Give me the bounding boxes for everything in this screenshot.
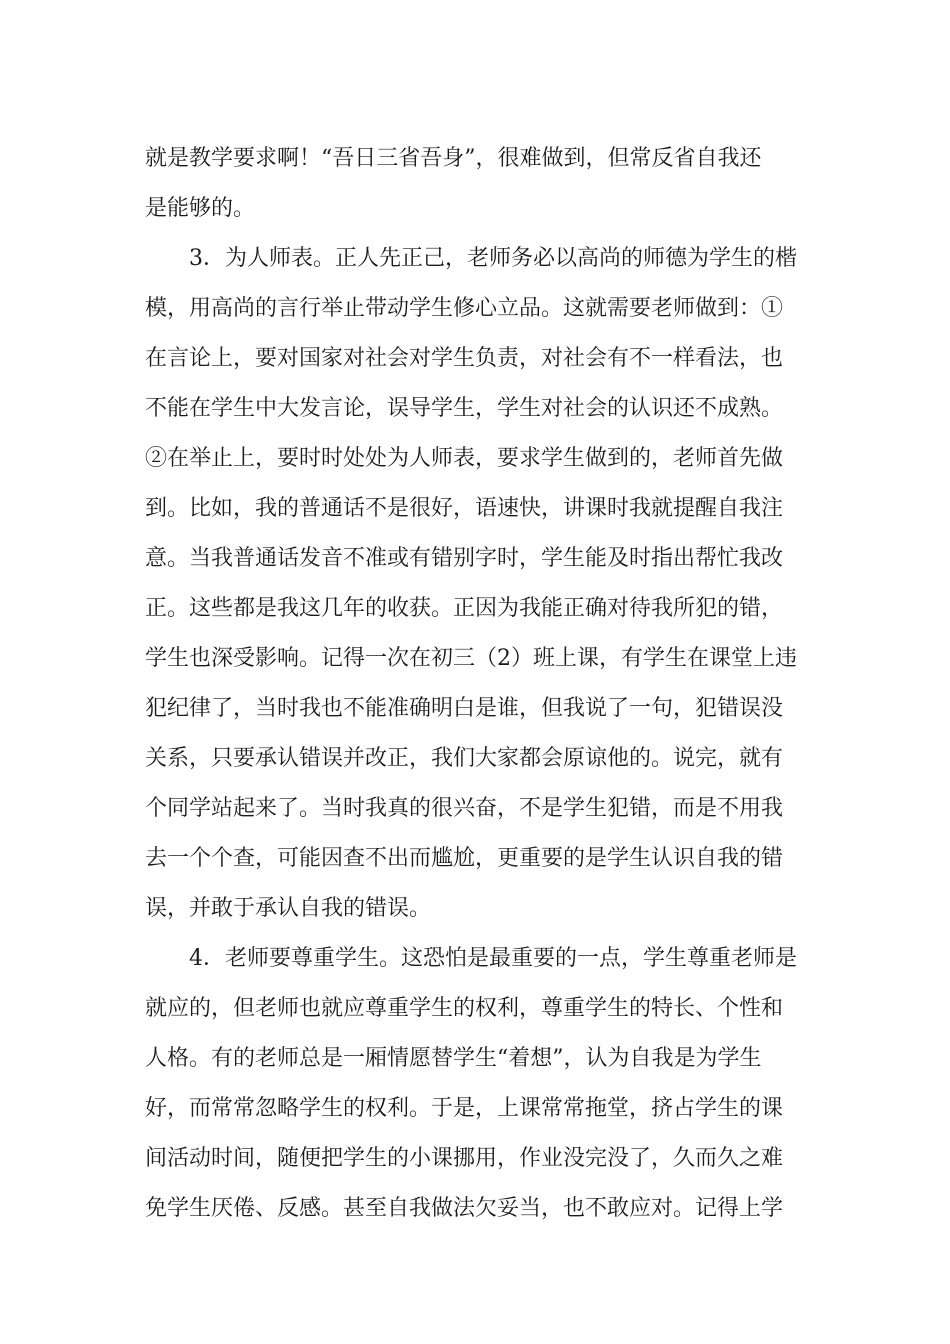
text-line: 3．为人师表。正人先正己，老师务必以高尚的师德为学生的楷 bbox=[189, 246, 797, 271]
text-line: 就应的，但老师也就应尊重学生的权利，尊重学生的特长、个性和 bbox=[145, 996, 784, 1021]
text-line: 免学生厌倦、反感。甚至自我做法欠妥当，也不敢应对。记得上学 bbox=[145, 1196, 784, 1221]
text-line: 个同学站起来了。当时我真的很兴奋，不是学生犯错，而是不用我 bbox=[145, 796, 784, 821]
text-line: 误，并敢于承认自我的错误。 bbox=[145, 896, 432, 921]
text-line: 学生也深受影响。记得一次在初三（2）班上课，有学生在课堂上违 bbox=[145, 646, 797, 671]
paragraph-2 bbox=[145, 234, 815, 934]
text-line: 4．老师要尊重学生。这恐怕是最重要的一点，学生尊重老师是 bbox=[189, 946, 797, 971]
paragraph-1 bbox=[145, 134, 815, 234]
paragraph-3 bbox=[145, 934, 815, 1234]
text-line: 关系，只要承认错误并改正，我们大家都会原谅他的。说完，就有 bbox=[145, 746, 784, 771]
text-line: 犯纪律了，当时我也不能准确明白是谁，但我说了一句，犯错误没 bbox=[145, 696, 784, 721]
text-line: 人格。有的老师总是一厢情愿替学生“着想”，认为自我是为学生 bbox=[145, 1046, 762, 1071]
text-line: 不能在学生中大发言论，误导学生，学生对社会的认识还不成熟。 bbox=[145, 396, 784, 421]
text-line: 在言论上，要对国家对社会对学生负责，对社会有不一样看法，也 bbox=[145, 346, 784, 371]
text-line: 意。当我普通话发音不准或有错别字时，学生能及时指出帮忙我改 bbox=[145, 546, 784, 571]
text-line: 好，而常常忽略学生的权利。于是，上课常常拖堂，挤占学生的课 bbox=[145, 1096, 784, 1121]
document-body bbox=[145, 134, 815, 1234]
text-line: 间活动时间，随便把学生的小课挪用，作业没完没了，久而久之难 bbox=[145, 1146, 784, 1171]
text-line: 模，用高尚的言行举止带动学生修心立品。这就需要老师做到：① bbox=[145, 296, 784, 321]
text-line: 去一个个查，可能因查不出而尴尬，更重要的是学生认识自我的错 bbox=[145, 846, 784, 871]
text-line: ②在举止上，要时时处处为人师表，要求学生做到的，老师首先做 bbox=[145, 446, 784, 471]
text-line: 正。这些都是我这几年的收获。正因为我能正确对待我所犯的错， bbox=[145, 596, 784, 621]
text-line: 是能够的。 bbox=[145, 196, 256, 221]
text-line: 到。比如，我的普通话不是很好，语速快，讲课时我就提醒自我注 bbox=[145, 496, 784, 521]
text-line: 就是教学要求啊！“吾日三省吾身”，很难做到，但常反省自我还 bbox=[145, 146, 762, 171]
